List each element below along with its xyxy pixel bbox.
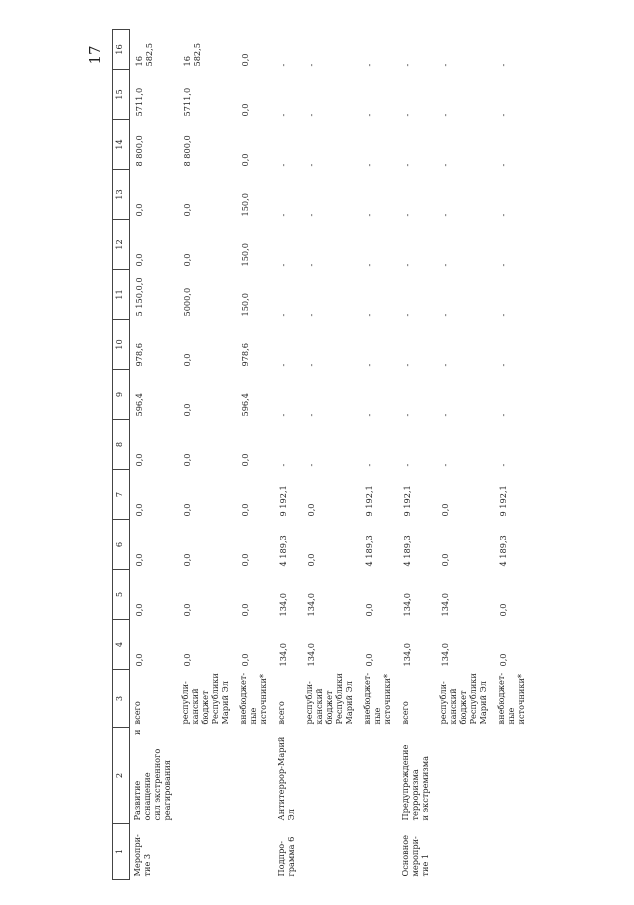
value-cell: -	[278, 363, 288, 367]
table-body	[130, 30, 533, 880]
value-cell: 0,0	[498, 653, 508, 667]
value-cell: 0,0	[240, 153, 250, 167]
value-cell: 0,0	[182, 353, 192, 367]
value-cell: 0,0	[306, 503, 316, 517]
value-cell: -	[278, 263, 288, 267]
item-code-cell	[236, 824, 274, 880]
value-cell: 9 192,1	[402, 485, 412, 517]
column-header-4: 4	[113, 620, 130, 670]
value-cell: -	[440, 163, 450, 167]
value-cell: -	[440, 463, 450, 467]
value-cell: 0,0	[182, 653, 192, 667]
column-header-5: 5	[113, 570, 130, 620]
value-cell: 0,0	[182, 403, 192, 417]
column-header-16: 16	[113, 30, 130, 70]
item-name-cell	[178, 728, 236, 824]
value-cell: 0,0	[240, 53, 250, 67]
value-cell: 0,0	[134, 653, 144, 667]
funding-source-cell: всего	[400, 701, 410, 725]
item-name-cell: Развитие и оснащение сил экстренного реагирования	[132, 729, 172, 821]
value-cell: 134,0	[402, 643, 412, 667]
header-row	[113, 30, 130, 880]
value-cell: 150,0	[240, 243, 250, 267]
value-cell: 4 189,3	[498, 535, 508, 567]
value-cell: -	[440, 313, 450, 317]
value-cell: 134,0	[402, 593, 412, 617]
value-cell: 0,0	[134, 603, 144, 617]
value-cell: 134,0	[440, 643, 450, 667]
value-cell: -	[278, 213, 288, 217]
value-cell: 134,0	[278, 593, 288, 617]
column-header-15: 15	[113, 70, 130, 120]
budget-table	[112, 29, 532, 880]
value-cell: -	[278, 463, 288, 467]
value-cell: 0,0	[240, 603, 250, 617]
value-cell: 0,0	[498, 603, 508, 617]
column-header-14: 14	[113, 120, 130, 170]
item-name-cell	[302, 728, 360, 824]
value-cell: -	[498, 63, 508, 67]
funding-source-cell: внебюджет- ные источники*	[362, 672, 392, 725]
value-cell: -	[278, 413, 288, 417]
value-cell: 0,0	[182, 603, 192, 617]
item-name-cell	[494, 728, 532, 824]
value-cell: -	[306, 313, 316, 317]
column-header-6: 6	[113, 520, 130, 570]
value-cell: -	[498, 163, 508, 167]
value-cell: 0,0	[364, 603, 374, 617]
value-cell: -	[440, 413, 450, 417]
value-cell: -	[364, 313, 374, 317]
value-cell: -	[364, 363, 374, 367]
value-cell: -	[364, 163, 374, 167]
table-row	[236, 30, 274, 880]
value-cell: 978,6	[240, 343, 250, 367]
value-cell: 134,0	[306, 593, 316, 617]
value-cell: -	[402, 213, 412, 217]
value-cell: 0,0	[240, 503, 250, 517]
value-cell: 5 150,0,0	[134, 277, 144, 317]
value-cell: 0,0	[182, 253, 192, 267]
table-row	[274, 30, 302, 880]
value-cell: -	[498, 263, 508, 267]
value-cell: 0,0	[240, 103, 250, 117]
item-code-cell: Основное меропри- тие 1	[400, 834, 430, 877]
value-cell: 5711,0	[182, 87, 192, 117]
value-cell: 0,0	[134, 253, 144, 267]
funding-source-cell: республи- канский бюджет Республики Марий Эл	[304, 673, 354, 725]
value-cell: -	[306, 163, 316, 167]
value-cell: -	[440, 63, 450, 67]
funding-source-cell: внебюджет- ные источники*	[238, 672, 268, 725]
table-row	[130, 30, 179, 880]
value-cell: 9 192,1	[498, 485, 508, 517]
value-cell: -	[402, 163, 412, 167]
value-cell: -	[364, 463, 374, 467]
column-header-12: 12	[113, 220, 130, 270]
item-code-cell: Меропри- тие 3	[132, 834, 152, 877]
value-cell: 0,0	[182, 203, 192, 217]
item-name-cell: Антитеррор-Марий Эл	[276, 736, 296, 821]
value-cell: -	[306, 363, 316, 367]
value-cell: -	[402, 363, 412, 367]
value-cell: 978,6	[134, 343, 144, 367]
value-cell: -	[498, 213, 508, 217]
column-header-7: 7	[113, 470, 130, 520]
value-cell: -	[402, 413, 412, 417]
value-cell: 0,0	[440, 503, 450, 517]
column-header-8: 8	[113, 420, 130, 470]
value-cell: -	[440, 363, 450, 367]
table-row	[178, 30, 236, 880]
value-cell: 0,0	[134, 503, 144, 517]
value-cell: -	[306, 413, 316, 417]
value-cell: -	[278, 63, 288, 67]
value-cell: 4 189,3	[402, 535, 412, 567]
value-cell: -	[402, 63, 412, 67]
value-cell: 0,0	[306, 553, 316, 567]
value-cell: 134,0	[278, 643, 288, 667]
column-header-13: 13	[113, 170, 130, 220]
value-cell: -	[440, 113, 450, 117]
value-cell: 0,0	[182, 503, 192, 517]
value-cell: -	[306, 263, 316, 267]
item-code-cell	[436, 824, 494, 880]
table-row	[436, 30, 494, 880]
item-name-cell	[436, 728, 494, 824]
table-row	[494, 30, 532, 880]
value-cell: 0,0	[440, 553, 450, 567]
value-cell: 4 189,3	[364, 535, 374, 567]
value-cell: 150,0	[240, 293, 250, 317]
value-cell: 596,4	[240, 393, 250, 417]
value-cell: -	[306, 63, 316, 67]
column-header-1: 1	[113, 824, 130, 880]
table-row	[302, 30, 360, 880]
value-cell: 134,0	[306, 643, 316, 667]
table-row	[398, 30, 436, 880]
funding-source-cell: всего	[132, 701, 142, 725]
page-number: 17	[86, 45, 104, 65]
value-cell: -	[498, 363, 508, 367]
value-cell: 150,0	[240, 193, 250, 217]
value-cell: -	[364, 113, 374, 117]
value-cell: 0,0	[240, 453, 250, 467]
value-cell: -	[440, 213, 450, 217]
item-name-cell	[360, 728, 398, 824]
value-cell: 0,0	[134, 553, 144, 567]
value-cell: -	[498, 313, 508, 317]
value-cell: 0,0	[240, 553, 250, 567]
funding-source-cell: внебюджет- ные источники*	[496, 672, 526, 725]
value-cell: 4 189,3	[278, 535, 288, 567]
value-cell: -	[306, 213, 316, 217]
table-header	[113, 30, 130, 880]
value-cell: -	[364, 263, 374, 267]
funding-source-cell: республи- канский бюджет Республики Марий Эл	[180, 673, 230, 725]
value-cell: 5711,0	[134, 87, 144, 117]
value-cell: -	[364, 213, 374, 217]
value-cell: -	[278, 113, 288, 117]
value-cell: 0,0	[364, 653, 374, 667]
value-cell: 0,0	[240, 653, 250, 667]
value-cell: -	[402, 113, 412, 117]
value-cell: -	[364, 413, 374, 417]
value-cell: 9 192,1	[364, 485, 374, 517]
column-header-9: 9	[113, 370, 130, 420]
column-header-3: 3	[113, 670, 130, 728]
item-code-cell	[302, 824, 360, 880]
value-cell: -	[402, 313, 412, 317]
value-cell: -	[498, 113, 508, 117]
value-cell: -	[498, 413, 508, 417]
column-header-10: 10	[113, 320, 130, 370]
value-cell: -	[278, 313, 288, 317]
item-name-cell: Предупреждение терроризма и экстремизма	[400, 744, 430, 821]
value-cell: 0,0	[182, 453, 192, 467]
value-cell: 8 800,0	[134, 135, 144, 167]
value-cell: 9 192,1	[278, 485, 288, 517]
value-cell: -	[278, 163, 288, 167]
value-cell: 0,0	[182, 553, 192, 567]
value-cell: 16 582,5	[134, 43, 154, 67]
value-cell: -	[364, 63, 374, 67]
rotated-table-wrapper	[112, 30, 612, 880]
item-code-cell	[360, 824, 398, 880]
value-cell: -	[440, 263, 450, 267]
item-code-cell	[494, 824, 532, 880]
funding-source-cell: республи- канский бюджет Республики Марий Эл	[438, 673, 488, 725]
item-name-cell	[236, 728, 274, 824]
item-code-cell: Подпро- грамма 6	[276, 836, 296, 877]
value-cell: 134,0	[440, 593, 450, 617]
value-cell: 0,0	[134, 203, 144, 217]
value-cell: 5000,0	[182, 287, 192, 317]
value-cell: -	[402, 263, 412, 267]
value-cell: -	[498, 463, 508, 467]
value-cell: 596,4	[134, 393, 144, 417]
table-row	[360, 30, 398, 880]
value-cell: 0,0	[134, 453, 144, 467]
item-code-cell	[178, 824, 236, 880]
column-header-11: 11	[113, 270, 130, 320]
value-cell: -	[306, 463, 316, 467]
value-cell: -	[306, 113, 316, 117]
funding-source-cell: всего	[276, 701, 286, 725]
value-cell: -	[402, 463, 412, 467]
value-cell: 16 582,5	[182, 43, 202, 67]
column-header-2: 2	[113, 728, 130, 824]
value-cell: 8 800,0	[182, 135, 192, 167]
